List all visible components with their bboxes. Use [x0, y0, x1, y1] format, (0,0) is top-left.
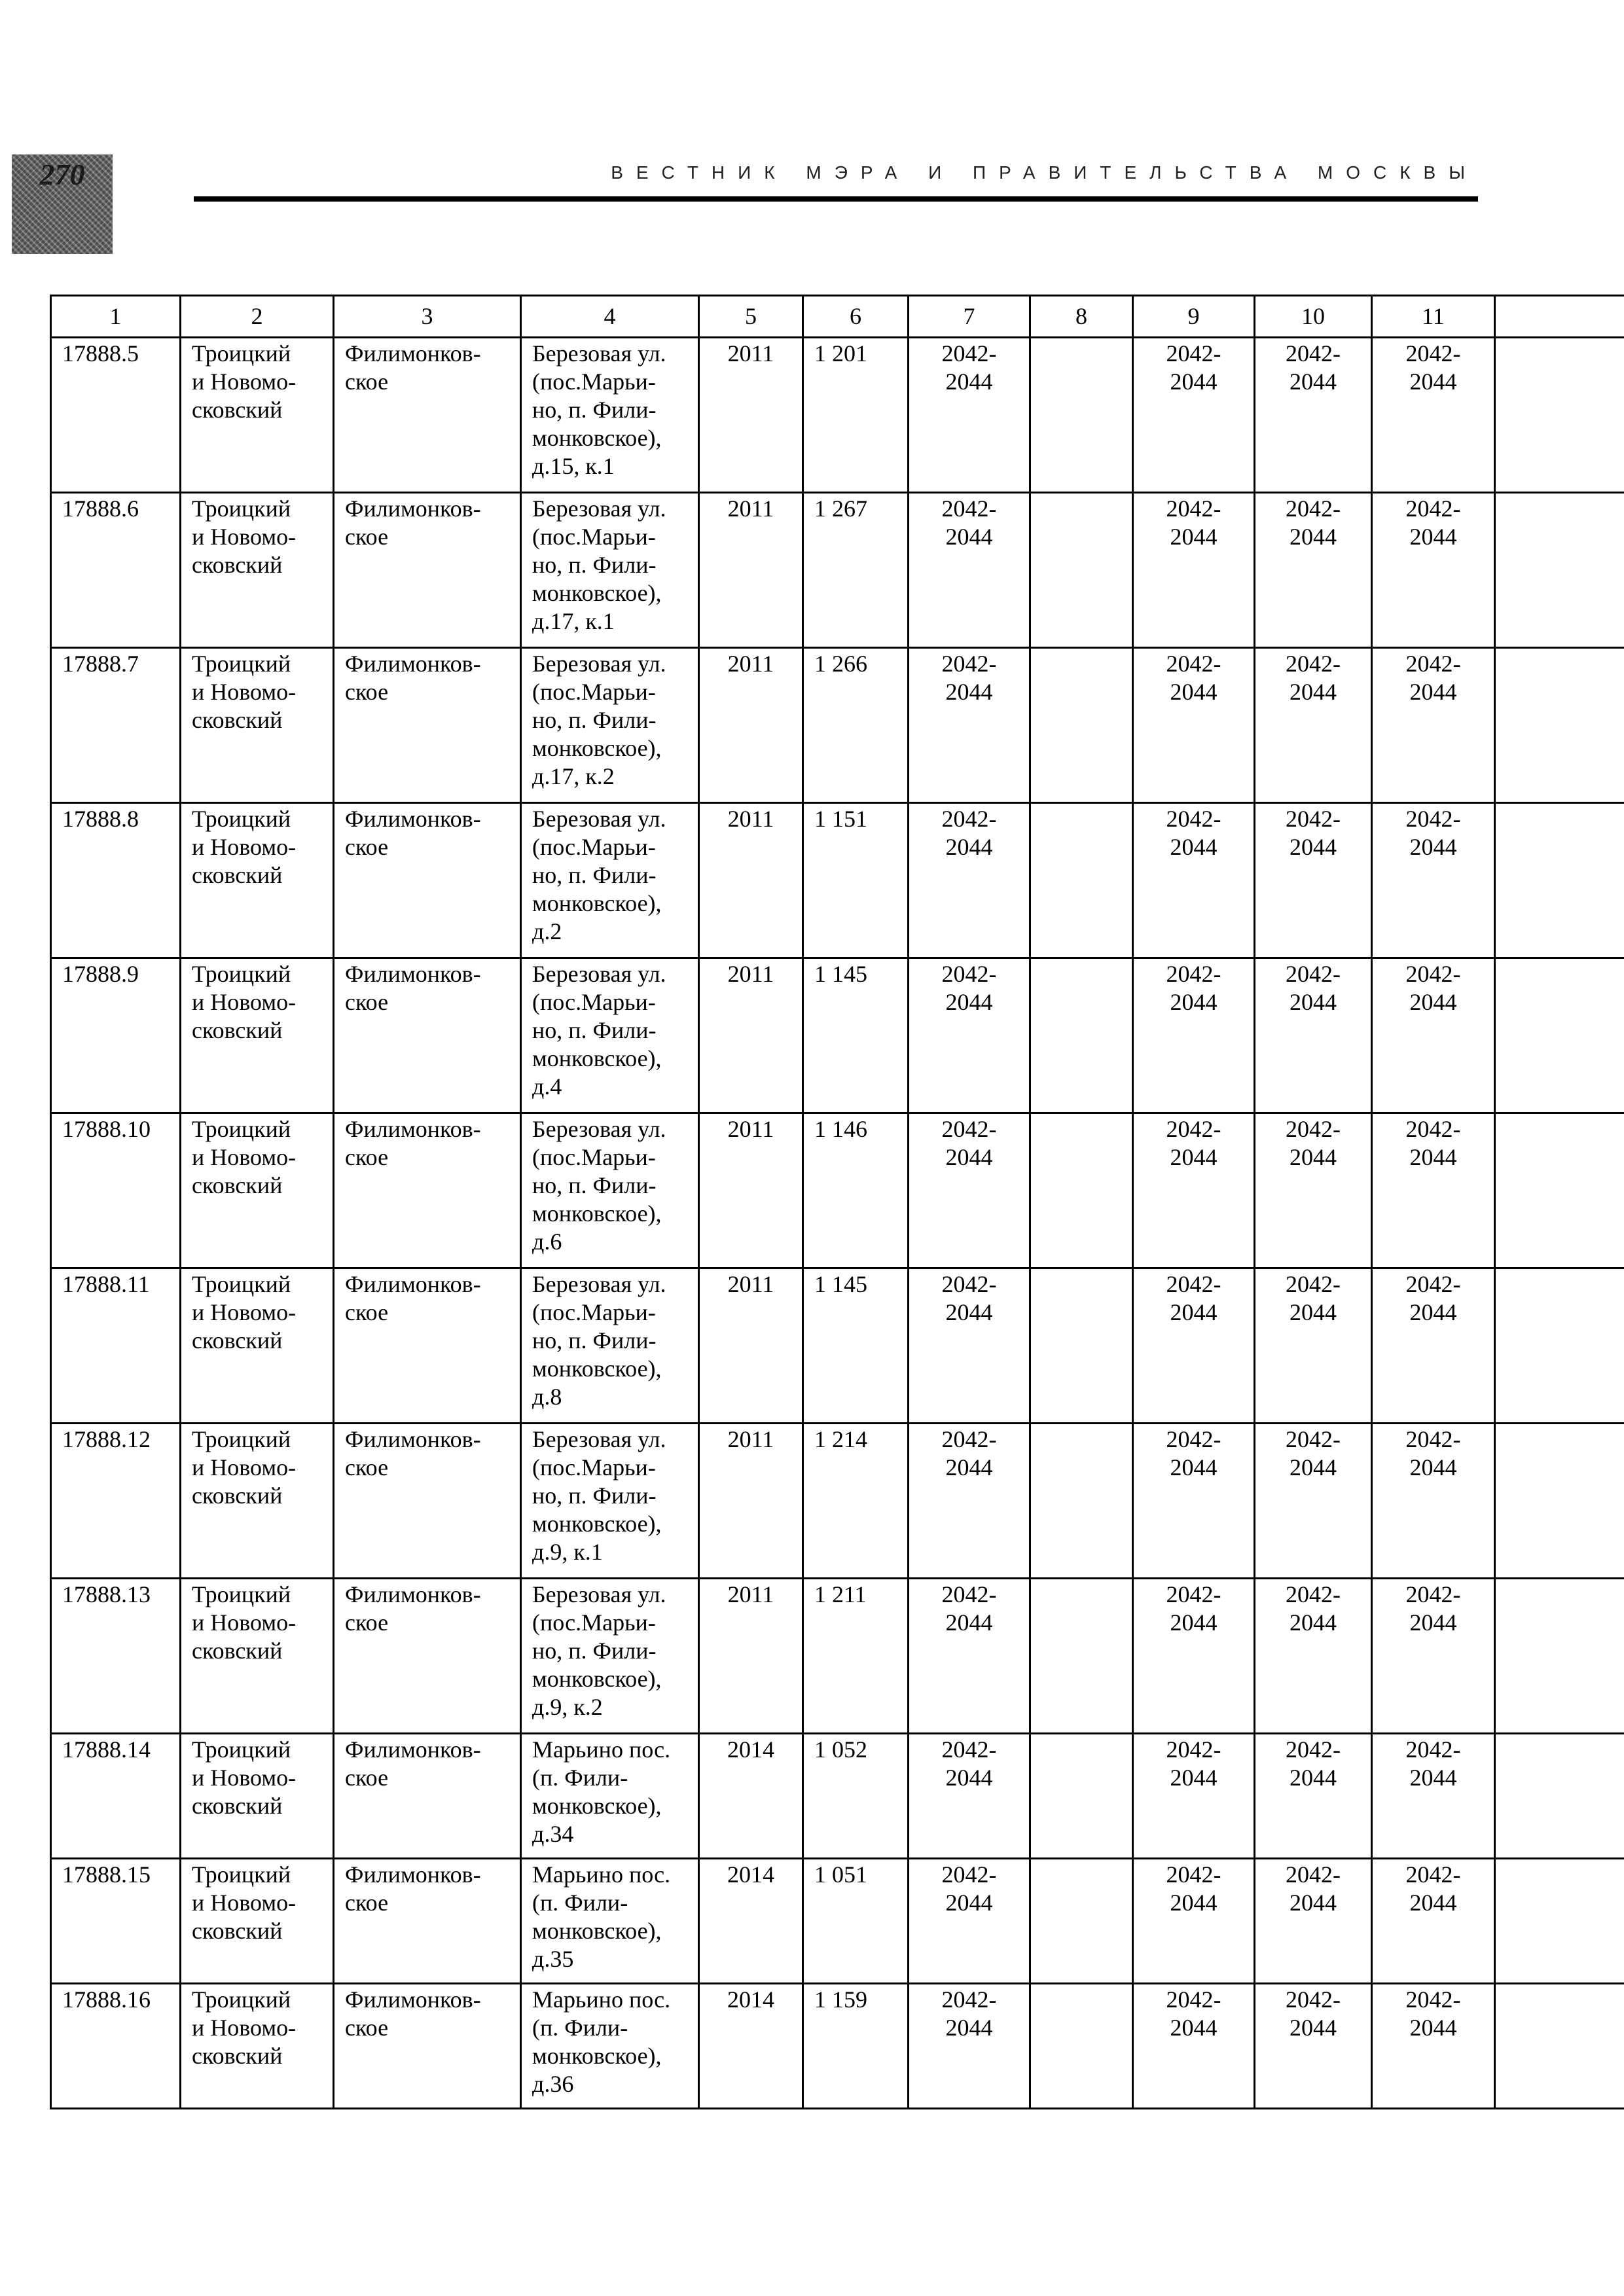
area-cell: 1 051 — [803, 1859, 909, 1984]
year-cell: 2011 — [699, 493, 803, 648]
area-cell: 1 145 — [803, 1268, 909, 1424]
settlement-cell: Филимонков- ское — [334, 338, 521, 493]
period-cell: 2042- 2044 — [1133, 1113, 1255, 1268]
table-row — [51, 648, 1624, 803]
period-cell: 2042- 2044 — [1255, 1984, 1372, 2109]
period-cell: 2042- 2044 — [909, 648, 1030, 803]
period-cell: 2042- 2044 — [909, 493, 1030, 648]
address-cell: Березовая ул. (пос.Марьи- но, п. Фили- монковское), д.17, к.2 — [521, 648, 699, 803]
empty-cell — [1030, 493, 1133, 648]
empty-cell — [1495, 1113, 1624, 1268]
period-cell: 2042- 2044 — [1255, 803, 1372, 958]
page-number-badge — [12, 154, 113, 254]
address-cell: Березовая ул. (пос.Марьи- но, п. Фили- монковское), д.8 — [521, 1268, 699, 1424]
data-table — [50, 295, 1624, 2109]
period-cell: 2042- 2044 — [909, 1268, 1030, 1424]
period-cell: 2042- 2044 — [1133, 648, 1255, 803]
period-cell: 2042- 2044 — [1255, 338, 1372, 493]
period-cell: 2042- 2044 — [909, 1579, 1030, 1734]
period-cell: 2042- 2044 — [1372, 338, 1495, 493]
table-row — [51, 338, 1624, 493]
period-cell: 2042- 2044 — [1372, 958, 1495, 1113]
empty-cell — [1030, 958, 1133, 1113]
empty-cell — [1030, 803, 1133, 958]
district-cell: Троицкий и Новомо- сковский — [181, 803, 334, 958]
empty-cell — [1030, 1859, 1133, 1984]
period-cell: 2042- 2044 — [1133, 1984, 1255, 2109]
year-cell: 2014 — [699, 1859, 803, 1984]
area-cell: 1 266 — [803, 648, 909, 803]
empty-cell — [1030, 1984, 1133, 2109]
empty-cell — [1030, 1268, 1133, 1424]
column-header — [1495, 296, 1624, 338]
period-cell: 2042- 2044 — [909, 1424, 1030, 1579]
address-cell: Березовая ул. (пос.Марьи- но, п. Фили- монковское), д.17, к.1 — [521, 493, 699, 648]
year-cell: 2011 — [699, 338, 803, 493]
empty-cell — [1030, 338, 1133, 493]
period-cell: 2042- 2044 — [1255, 1859, 1372, 1984]
address-cell: Марьино пос. (п. Фили- монковское), д.36 — [521, 1984, 699, 2109]
record-number-cell: 17888.12 — [51, 1424, 181, 1579]
record-number-cell: 17888.6 — [51, 493, 181, 648]
district-cell: Троицкий и Новомо- сковский — [181, 1113, 334, 1268]
settlement-cell: Филимонков- ское — [334, 1734, 521, 1859]
period-cell: 2042- 2044 — [1133, 803, 1255, 958]
empty-cell — [1030, 648, 1133, 803]
year-cell: 2011 — [699, 1579, 803, 1734]
empty-cell — [1495, 338, 1624, 493]
table-row — [51, 1579, 1624, 1734]
year-cell: 2011 — [699, 648, 803, 803]
column-header: 7 — [909, 296, 1030, 338]
district-cell: Троицкий и Новомо- сковский — [181, 648, 334, 803]
empty-cell — [1495, 1734, 1624, 1859]
running-title: ВЕСТНИК МЭРА И ПРАВИТЕЛЬСТВА МОСКВЫ — [611, 162, 1478, 183]
period-cell: 2042- 2044 — [1372, 1734, 1495, 1859]
column-header: 1 — [51, 296, 181, 338]
column-header: 3 — [334, 296, 521, 338]
table-row — [51, 1734, 1624, 1859]
period-cell: 2042- 2044 — [909, 1859, 1030, 1984]
table-row — [51, 1984, 1624, 2109]
period-cell: 2042- 2044 — [1372, 493, 1495, 648]
settlement-cell: Филимонков- ское — [334, 493, 521, 648]
area-cell: 1 145 — [803, 958, 909, 1113]
record-number-cell: 17888.16 — [51, 1984, 181, 2109]
column-header: 9 — [1133, 296, 1255, 338]
table-row — [51, 1424, 1624, 1579]
district-cell: Троицкий и Новомо- сковский — [181, 958, 334, 1113]
period-cell: 2042- 2044 — [1255, 648, 1372, 803]
empty-cell — [1030, 1579, 1133, 1734]
area-cell: 1 146 — [803, 1113, 909, 1268]
column-header: 2 — [181, 296, 334, 338]
settlement-cell: Филимонков- ское — [334, 803, 521, 958]
area-cell: 1 201 — [803, 338, 909, 493]
column-header: 11 — [1372, 296, 1495, 338]
empty-cell — [1030, 1113, 1133, 1268]
settlement-cell: Филимонков- ское — [334, 958, 521, 1113]
period-cell: 2042- 2044 — [1133, 338, 1255, 493]
period-cell: 2042- 2044 — [1133, 1268, 1255, 1424]
area-cell: 1 211 — [803, 1579, 909, 1734]
record-number-cell: 17888.14 — [51, 1734, 181, 1859]
period-cell: 2042- 2044 — [1372, 1859, 1495, 1984]
address-cell: Березовая ул. (пос.Марьи- но, п. Фили- монковское), д.15, к.1 — [521, 338, 699, 493]
period-cell: 2042- 2044 — [909, 803, 1030, 958]
year-cell: 2011 — [699, 1268, 803, 1424]
period-cell: 2042- 2044 — [1133, 958, 1255, 1113]
year-cell: 2014 — [699, 1984, 803, 2109]
header-rule — [194, 196, 1478, 202]
settlement-cell: Филимонков- ское — [334, 1984, 521, 2109]
record-number-cell: 17888.15 — [51, 1859, 181, 1984]
period-cell: 2042- 2044 — [1255, 1424, 1372, 1579]
period-cell: 2042- 2044 — [1133, 1859, 1255, 1984]
settlement-cell: Филимонков- ское — [334, 1268, 521, 1424]
empty-cell — [1495, 803, 1624, 958]
period-cell: 2042- 2044 — [1372, 1579, 1495, 1734]
period-cell: 2042- 2044 — [1255, 1113, 1372, 1268]
table-row — [51, 958, 1624, 1113]
district-cell: Троицкий и Новомо- сковский — [181, 1424, 334, 1579]
year-cell: 2011 — [699, 803, 803, 958]
table-row — [51, 803, 1624, 958]
district-cell: Троицкий и Новомо- сковский — [181, 338, 334, 493]
period-cell: 2042- 2044 — [1372, 1113, 1495, 1268]
address-cell: Березовая ул. (пос.Марьи- но, п. Фили- монковское), д.9, к.1 — [521, 1424, 699, 1579]
column-header: 10 — [1255, 296, 1372, 338]
period-cell: 2042- 2044 — [909, 1113, 1030, 1268]
settlement-cell: Филимонков- ское — [334, 1113, 521, 1268]
address-cell: Березовая ул. (пос.Марьи- но, п. Фили- монковское), д.6 — [521, 1113, 699, 1268]
period-cell: 2042- 2044 — [909, 958, 1030, 1113]
table-row — [51, 1268, 1624, 1424]
table-row — [51, 1859, 1624, 1984]
table-header-row — [51, 296, 1624, 338]
district-cell: Троицкий и Новомо- сковский — [181, 1984, 334, 2109]
area-cell: 1 159 — [803, 1984, 909, 2109]
empty-cell — [1495, 1579, 1624, 1734]
address-cell: Березовая ул. (пос.Марьи- но, п. Фили- монковское), д.4 — [521, 958, 699, 1113]
table-row — [51, 1113, 1624, 1268]
year-cell: 2014 — [699, 1734, 803, 1859]
year-cell: 2011 — [699, 1424, 803, 1579]
column-header: 8 — [1030, 296, 1133, 338]
page-number: 270 — [39, 158, 85, 191]
period-cell: 2042- 2044 — [1133, 493, 1255, 648]
record-number-cell: 17888.13 — [51, 1579, 181, 1734]
column-header: 4 — [521, 296, 699, 338]
period-cell: 2042- 2044 — [909, 1984, 1030, 2109]
area-cell: 1 214 — [803, 1424, 909, 1579]
record-number-cell: 17888.10 — [51, 1113, 181, 1268]
empty-cell — [1495, 493, 1624, 648]
period-cell: 2042- 2044 — [1372, 1268, 1495, 1424]
area-cell: 1 151 — [803, 803, 909, 958]
period-cell: 2042- 2044 — [1133, 1579, 1255, 1734]
district-cell: Троицкий и Новомо- сковский — [181, 1734, 334, 1859]
address-cell: Марьино пос. (п. Фили- монковское), д.35 — [521, 1859, 699, 1984]
record-number-cell: 17888.11 — [51, 1268, 181, 1424]
settlement-cell: Филимонков- ское — [334, 1579, 521, 1734]
area-cell: 1 052 — [803, 1734, 909, 1859]
empty-cell — [1030, 1734, 1133, 1859]
address-cell: Березовая ул. (пос.Марьи- но, п. Фили- монковское), д.9, к.2 — [521, 1579, 699, 1734]
table-body — [51, 338, 1624, 2109]
table-row — [51, 493, 1624, 648]
record-number-cell: 17888.7 — [51, 648, 181, 803]
empty-cell — [1495, 1424, 1624, 1579]
empty-cell — [1495, 648, 1624, 803]
district-cell: Троицкий и Новомо- сковский — [181, 493, 334, 648]
period-cell: 2042- 2044 — [1372, 1424, 1495, 1579]
period-cell: 2042- 2044 — [1255, 1734, 1372, 1859]
period-cell: 2042- 2044 — [1255, 1579, 1372, 1734]
district-cell: Троицкий и Новомо- сковский — [181, 1579, 334, 1734]
column-header: 5 — [699, 296, 803, 338]
period-cell: 2042- 2044 — [1372, 648, 1495, 803]
period-cell: 2042- 2044 — [1133, 1734, 1255, 1859]
settlement-cell: Филимонков- ское — [334, 1859, 521, 1984]
area-cell: 1 267 — [803, 493, 909, 648]
period-cell: 2042- 2044 — [909, 1734, 1030, 1859]
record-number-cell: 17888.8 — [51, 803, 181, 958]
record-number-cell: 17888.9 — [51, 958, 181, 1113]
period-cell: 2042- 2044 — [1372, 1984, 1495, 2109]
empty-cell — [1030, 1424, 1133, 1579]
address-cell: Березовая ул. (пос.Марьи- но, п. Фили- монковское), д.2 — [521, 803, 699, 958]
address-cell: Марьино пос. (п. Фили- монковское), д.34 — [521, 1734, 699, 1859]
settlement-cell: Филимонков- ское — [334, 1424, 521, 1579]
district-cell: Троицкий и Новомо- сковский — [181, 1268, 334, 1424]
empty-cell — [1495, 958, 1624, 1113]
period-cell: 2042- 2044 — [909, 338, 1030, 493]
period-cell: 2042- 2044 — [1255, 958, 1372, 1113]
year-cell: 2011 — [699, 1113, 803, 1268]
period-cell: 2042- 2044 — [1255, 1268, 1372, 1424]
empty-cell — [1495, 1268, 1624, 1424]
empty-cell — [1495, 1859, 1624, 1984]
column-header: 6 — [803, 296, 909, 338]
period-cell: 2042- 2044 — [1133, 1424, 1255, 1579]
district-cell: Троицкий и Новомо- сковский — [181, 1859, 334, 1984]
settlement-cell: Филимонков- ское — [334, 648, 521, 803]
empty-cell — [1495, 1984, 1624, 2109]
year-cell: 2011 — [699, 958, 803, 1113]
period-cell: 2042- 2044 — [1372, 803, 1495, 958]
period-cell: 2042- 2044 — [1255, 493, 1372, 648]
record-number-cell: 17888.5 — [51, 338, 181, 493]
